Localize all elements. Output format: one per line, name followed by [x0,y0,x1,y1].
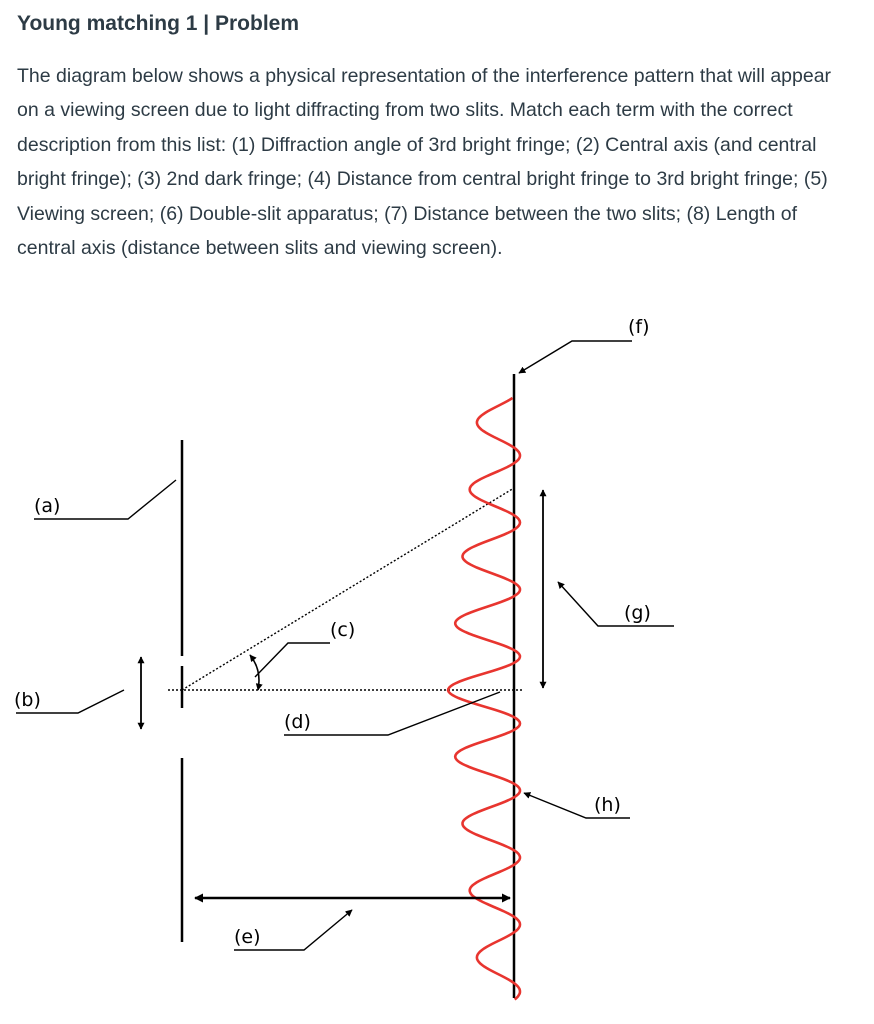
label-b: (b) [14,689,41,711]
angle-arc [250,655,259,690]
label-f: (f) [628,316,650,338]
label-a: (a) [34,495,61,517]
leader-lines [16,341,674,950]
diffraction-line [182,488,514,690]
label-d: (d) [284,711,311,733]
page-title: Young matching 1 | Problem [17,12,300,35]
label-h: (h) [594,794,621,816]
label-g: (g) [624,602,651,624]
label-e: (e) [234,926,261,948]
label-c: (c) [330,619,356,641]
problem-description: The diagram below shows a physical representation of the interference pattern that will appear on a viewing screen due to light diffracting from two slits. Match each term with the correct description from this list: (1) Diffraction angle of 3rd bright fringe; (2) Central axis (and central bright fringe); (3) 2nd dark fringe; (4) Distance from central bright fringe to 3rd bright fringe; (5) Viewing screen; (6) Double-slit apparatus; (7) Distance between the two slits; (8) Length of central axis (distance between slits and viewing screen). [17,65,832,260]
